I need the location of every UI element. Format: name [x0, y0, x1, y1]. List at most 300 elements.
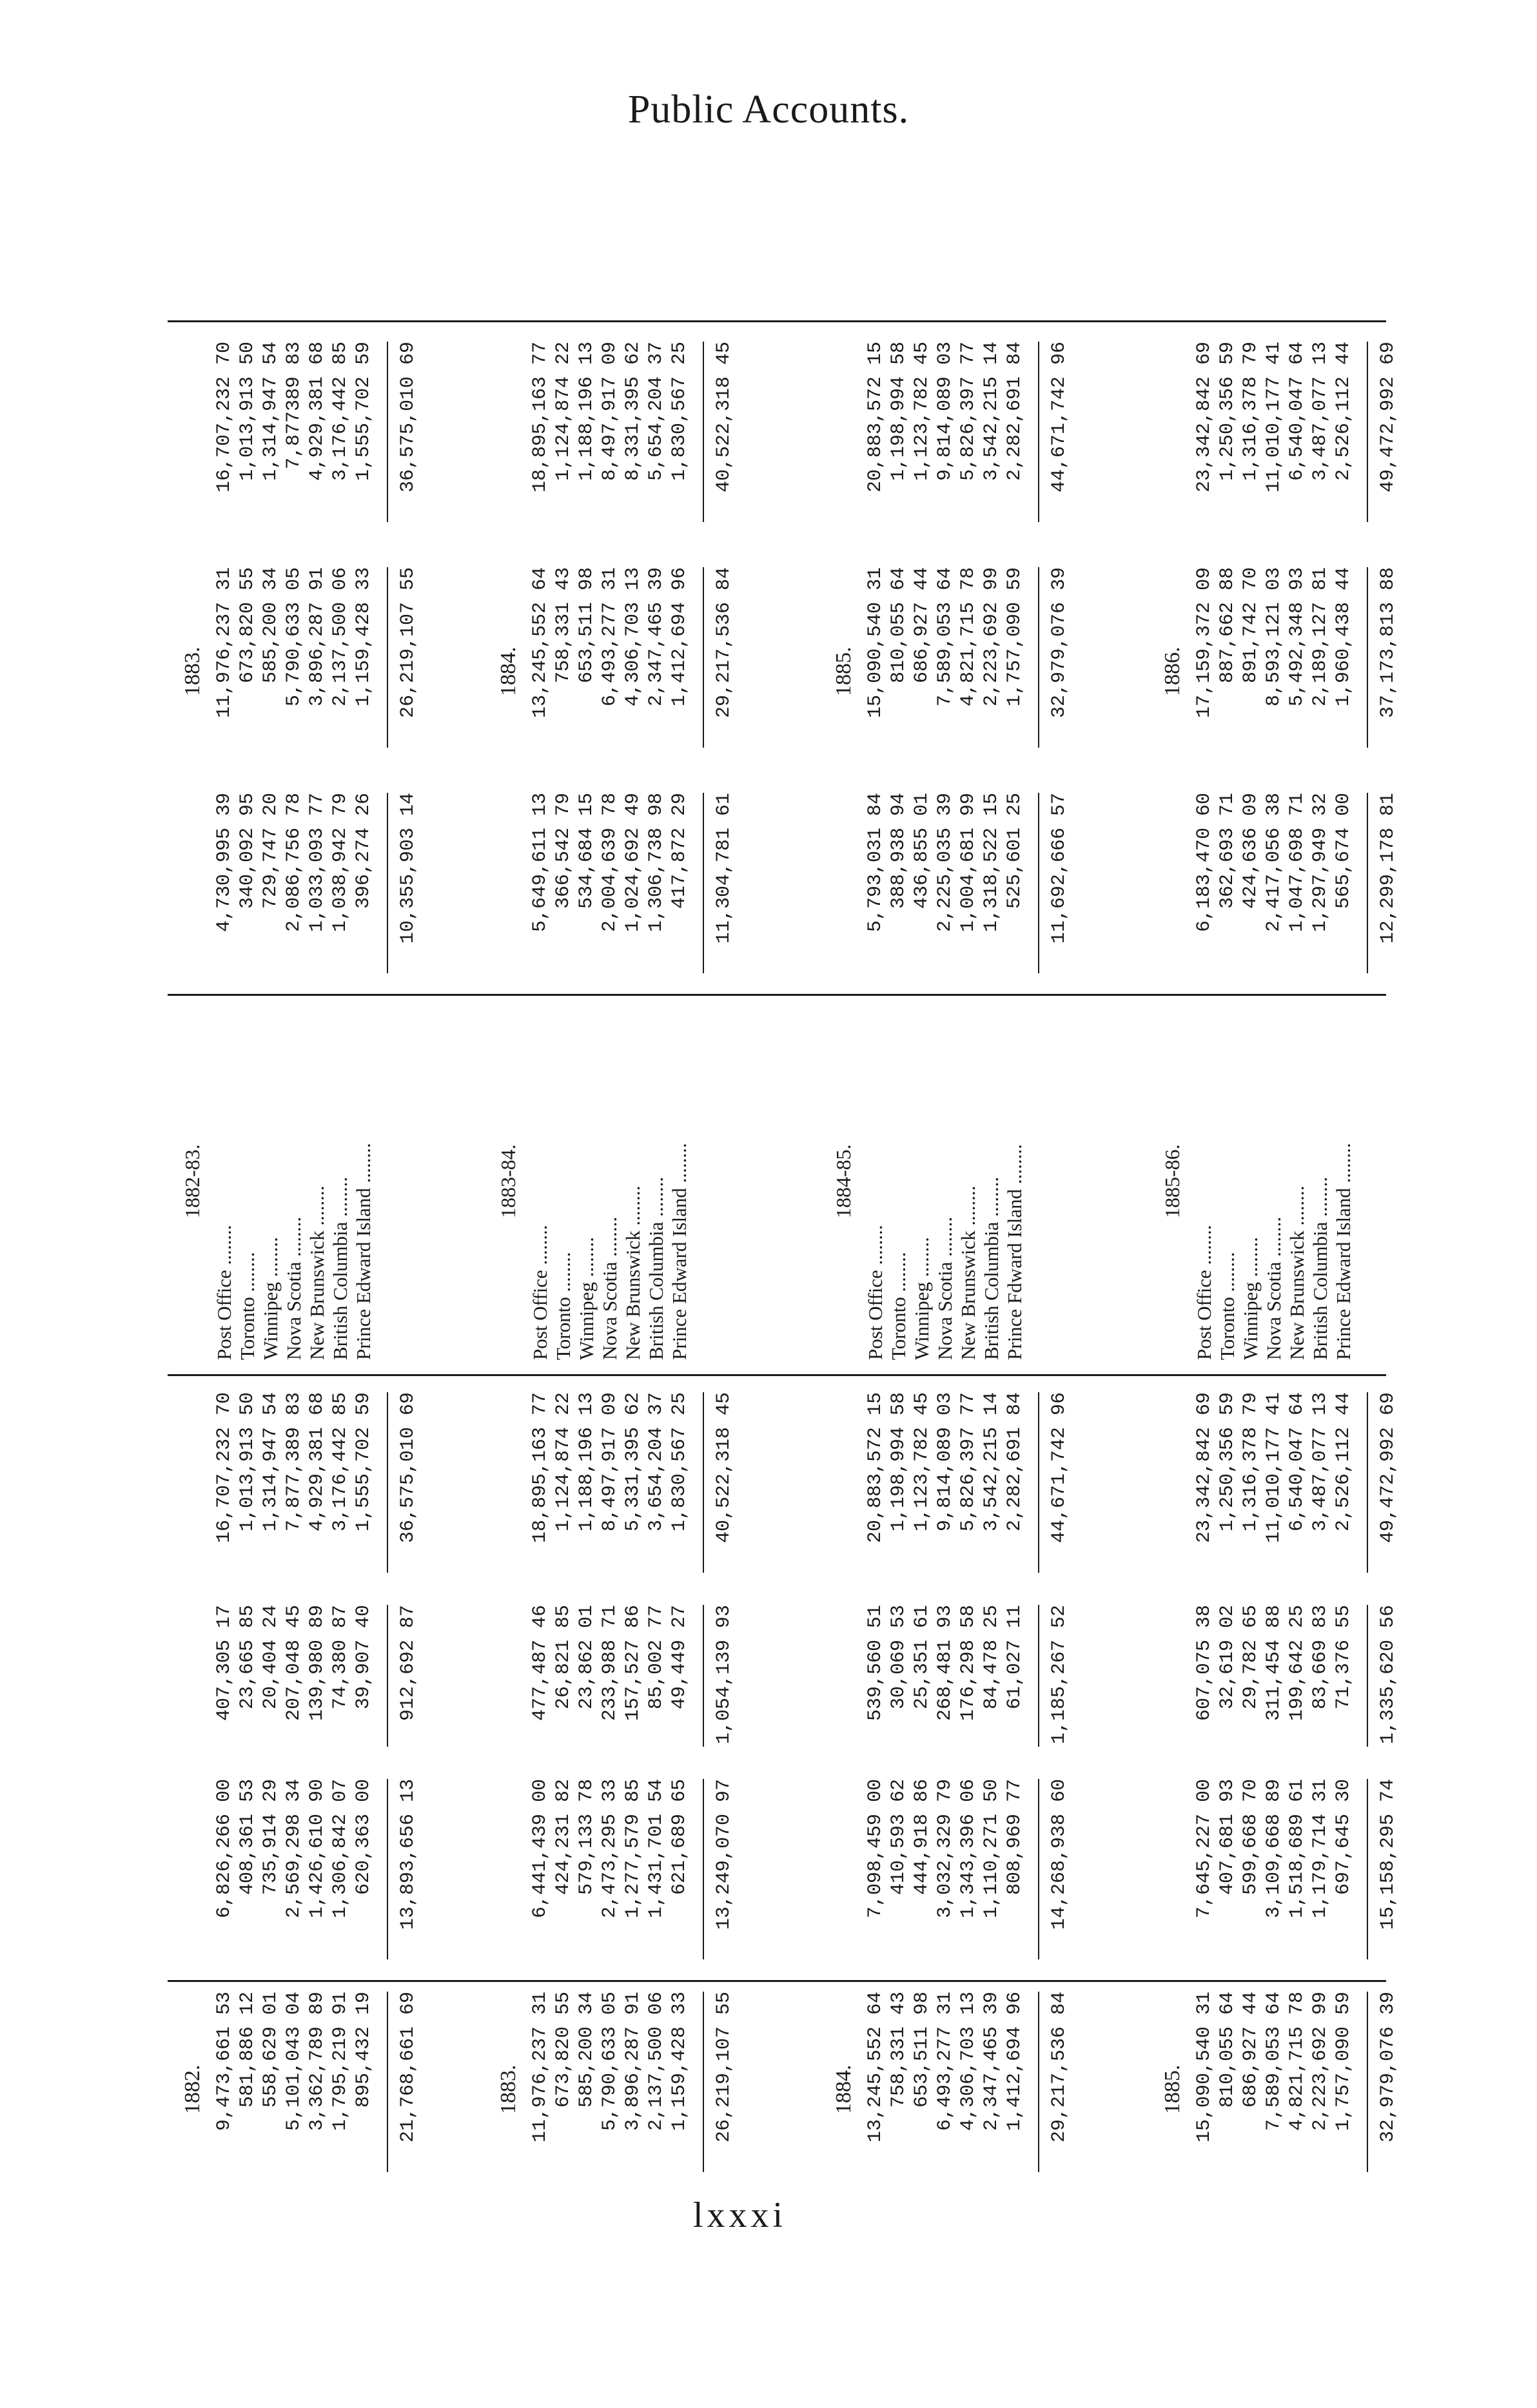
column-total: 12,299,178 81 [1377, 793, 1399, 944]
table-cell: 565,674 00 [1333, 793, 1355, 909]
table-cell: 6,493,277 31 [599, 567, 621, 707]
table-cell: 1,830,567 25 [669, 1392, 690, 1532]
total-rule [387, 1779, 388, 1959]
table-cell: 534,684 15 [576, 793, 598, 909]
table-cell: 39,907 40 [353, 1605, 375, 1710]
table-cell: 1,297,949 32 [1309, 793, 1331, 933]
table-cell: 1,343,396 06 [957, 1779, 979, 1919]
table-cell: 407,681 93 [1217, 1779, 1238, 1896]
value-column-d [1193, 1392, 1355, 1586]
table-cell: 1,757,090 59 [1004, 567, 1026, 707]
table-cell: 4,929,381 68 [306, 342, 328, 481]
table-cell: 2,086,756 78 [283, 793, 305, 933]
column-total: 32,979,076 39 [1048, 567, 1070, 719]
table-cell: 18,895,163 77 [529, 1392, 551, 1544]
table-cell: 233,988 71 [599, 1605, 621, 1722]
table-cell: 1,188,196 13 [576, 342, 598, 481]
value-column-f [864, 567, 1026, 761]
office-label: British Columbia ........ [645, 1176, 667, 1360]
office-label: British Columbia ........ [1309, 1176, 1331, 1360]
value-column-e [213, 793, 375, 986]
table-cell: 436,855 01 [911, 793, 933, 909]
table-cell: 1,033,093 77 [306, 793, 328, 933]
table-cell: 2,137,500 06 [645, 1992, 667, 2131]
table-cell: 71,376 55 [1333, 1605, 1355, 1710]
total-rule [1038, 567, 1039, 748]
total-rule [703, 567, 704, 748]
table-cell: 1,188,196 13 [576, 1392, 598, 1532]
table-cell: 653,511 98 [911, 1992, 933, 2108]
section-year-right: 1886. [1160, 646, 1184, 696]
table-cell: 3,032,329 79 [934, 1779, 956, 1919]
value-column-a [864, 1992, 1026, 2185]
table-cell: 8,497,917 09 [599, 342, 621, 481]
office-label: New Brunswick ........ [957, 1185, 979, 1360]
office-label: Toronto ........ [887, 1252, 910, 1360]
table-cell: 2,282,691 84 [1004, 342, 1026, 481]
total-rule [703, 1779, 704, 1959]
column-rule [168, 1980, 1386, 1982]
table-cell: 1,198,994 58 [888, 1392, 910, 1532]
table-cell: 1,159,428 33 [669, 1992, 690, 2131]
table-cell: 6,183,470 60 [1193, 793, 1215, 933]
total-rule [703, 342, 704, 522]
column-rule [168, 994, 1386, 996]
section-period-label: 1885-86. [1160, 1144, 1184, 1218]
table-cell: 11,976,237 31 [529, 1992, 551, 2143]
table-cell: 32,619 02 [1217, 1605, 1238, 1710]
table-cell: 3,896,287 91 [306, 567, 328, 707]
table-cell: 23,665 85 [237, 1605, 259, 1710]
table-cell: 891,742 70 [1240, 567, 1262, 684]
total-rule [1038, 342, 1039, 522]
table-cell: 5,654,204 37 [645, 342, 667, 481]
section-period-label: 1883-84. [496, 1144, 520, 1218]
column-total: 40,522,318 45 [713, 342, 735, 493]
total-rule [1038, 793, 1039, 973]
column-total: 40,522,318 45 [713, 1392, 735, 1544]
table-cell: 1,250,356 59 [1217, 1392, 1238, 1532]
table-cell: 424,231 82 [553, 1779, 574, 1896]
table-cell: 13,245,552 64 [865, 1992, 886, 2143]
table-cell: 1,123,782 45 [911, 342, 933, 481]
office-label: Toronto ........ [1216, 1252, 1238, 1360]
value-column-a [1193, 1992, 1355, 2185]
total-rule [1038, 1605, 1039, 1747]
table-cell: 2,282,691 84 [1004, 1392, 1026, 1532]
office-label: Nova Scotia ........ [598, 1216, 621, 1360]
office-label: Post Office ........ [864, 1225, 886, 1360]
table-cell: 396,274 26 [353, 793, 375, 909]
column-total: 37,173,813 88 [1377, 567, 1399, 719]
table-cell: 1,159,428 33 [353, 567, 375, 707]
table-cell: 20,404 24 [260, 1605, 282, 1710]
table-cell: 1,306,842 07 [329, 1779, 351, 1919]
table-cell: 6,540,047 64 [1286, 1392, 1308, 1532]
office-label: Toronto ........ [552, 1252, 574, 1360]
total-rule [1038, 1392, 1039, 1573]
table-cell: 1,795,219 91 [329, 1992, 351, 2131]
table-cell: 2,189,127 81 [1309, 567, 1331, 707]
table-cell: 3,896,287 91 [622, 1992, 644, 2131]
value-column-c [213, 1605, 375, 1760]
table-cell: 686,927 44 [1240, 1992, 1262, 2108]
table-cell: 2,347,465 39 [981, 1992, 1003, 2131]
table-cell: 417,872 29 [669, 793, 690, 909]
table-cell: 83,669 83 [1309, 1605, 1331, 1710]
table-cell: 1,555,702 59 [353, 1392, 375, 1532]
table-cell: 3,109,668 89 [1263, 1779, 1285, 1919]
total-rule [1367, 342, 1368, 522]
table-cell: 558,629 01 [260, 1992, 282, 2108]
table-cell: 1,024,692 49 [622, 793, 644, 933]
office-label-column [1193, 999, 1355, 1360]
table-cell: 23,342,842 69 [1193, 1392, 1215, 1544]
page-folio: lxxxi [693, 2195, 787, 2235]
table-cell: 3,487,077 13 [1309, 342, 1331, 481]
table-cell: 810,055 64 [1217, 1992, 1238, 2108]
office-label: New Brunswick ........ [1286, 1185, 1308, 1360]
office-label: Winnipeg ........ [259, 1237, 282, 1360]
section-year-left: 1885. [1160, 2064, 1184, 2114]
total-rule [387, 567, 388, 748]
table-cell: 8,331,395 62 [622, 342, 644, 481]
table-cell: 1,306,738 98 [645, 793, 667, 933]
table-cell: 735,914 29 [260, 1779, 282, 1896]
table-cell: 157,527 86 [622, 1605, 644, 1722]
table-cell: 139,980 89 [306, 1605, 328, 1722]
table-cell: 1,316,378 79 [1240, 342, 1262, 481]
table-cell: 673,820 55 [237, 567, 259, 684]
total-rule [703, 1392, 704, 1573]
table-cell: 653,511 98 [576, 567, 598, 684]
section-year-right: 1885. [832, 646, 856, 696]
table-cell: 2,223,692 99 [1309, 1992, 1331, 2131]
office-label: Winnipeg ........ [1239, 1237, 1262, 1360]
table-cell: 5,492,348 93 [1286, 567, 1308, 707]
total-rule [1038, 1779, 1039, 1959]
value-column-b [213, 1779, 375, 1972]
office-label: Winnipeg ........ [910, 1237, 933, 1360]
table-cell: 3,654,204 37 [645, 1392, 667, 1532]
table-cell: 887,662 88 [1217, 567, 1238, 684]
total-rule [387, 1605, 388, 1747]
table-cell: 16,707,232 70 [213, 342, 235, 493]
table-cell: 176,298 58 [957, 1605, 979, 1722]
table-cell: 5,793,031 84 [865, 793, 886, 933]
column-total: 912,692 87 [397, 1605, 419, 1722]
table-cell: 311,454 88 [1263, 1605, 1285, 1722]
table-cell: 607,075 38 [1193, 1605, 1215, 1722]
table-cell: 1,318,522 15 [981, 793, 1003, 933]
table-cell: 2,225,035 39 [934, 793, 956, 933]
value-column-e [529, 793, 691, 986]
column-total: 11,304,781 61 [713, 793, 735, 944]
table-cell: 9,473,661 53 [213, 1992, 235, 2131]
table-cell: 6,441,439 00 [529, 1779, 551, 1919]
table-cell: 585,200 34 [260, 567, 282, 684]
value-column-b [1193, 1779, 1355, 1972]
table-cell: 13,245,552 64 [529, 567, 551, 719]
column-total: 26,219,107 55 [713, 1992, 735, 2143]
table-cell: 2,004,639 78 [599, 793, 621, 933]
table-cell: 23,342,842 69 [1193, 342, 1215, 493]
table-cell: 2,569,298 34 [283, 1779, 305, 1919]
column-total: 21,768,661 69 [397, 1992, 419, 2143]
table-cell: 5,826,397 77 [957, 342, 979, 481]
table-cell: 207,048 45 [283, 1605, 305, 1722]
table-cell: 15,090,540 31 [865, 567, 886, 719]
column-total: 13,893,656 13 [397, 1779, 419, 1930]
column-total: 14,268,938 60 [1048, 1779, 1070, 1930]
table-cell: 697,645 30 [1333, 1779, 1355, 1896]
column-total: 15,158,295 74 [1377, 1779, 1399, 1930]
table-cell: 539,560 51 [865, 1605, 886, 1722]
table-cell: 11,010,177 41 [1263, 342, 1285, 493]
column-total: 26,219,107 55 [397, 567, 419, 719]
value-column-d [529, 1392, 691, 1586]
total-rule [387, 1392, 388, 1573]
office-label: Post Office ........ [529, 1225, 551, 1360]
table-cell: 7,877389 83 [283, 342, 305, 470]
column-total: 36,575,010 69 [397, 342, 419, 493]
table-cell: 4,821,715 78 [957, 567, 979, 707]
table-cell: 1,314,947 54 [260, 1392, 282, 1532]
table-cell: 4,929,381 68 [306, 1392, 328, 1532]
office-label: Prince Edward Island ........ [1332, 1143, 1355, 1360]
table-cell: 3,487,077 13 [1309, 1392, 1331, 1532]
table-cell: 18,895,163 77 [529, 342, 551, 493]
section-period-label: 1882-83. [181, 1144, 204, 1218]
total-rule [1038, 1992, 1039, 2172]
office-label: British Columbia ........ [329, 1176, 351, 1360]
value-column-c [864, 1605, 1026, 1760]
table-cell: 6,826,266 00 [213, 1779, 235, 1919]
table-cell: 673,820 55 [553, 1992, 574, 2108]
table-cell: 3,542,215 14 [981, 1392, 1003, 1532]
column-total: 29,217,536 84 [713, 567, 735, 719]
table-cell: 16,707,232 70 [213, 1392, 235, 1544]
office-label: New Brunswick ........ [306, 1185, 328, 1360]
table-cell: 1,412,694 96 [669, 567, 690, 707]
table-cell: 1,179,714 31 [1309, 1779, 1331, 1919]
table-cell: 5,790,633 05 [599, 1992, 621, 2131]
table-cell: 26,821 85 [553, 1605, 574, 1710]
table-cell: 199,642 25 [1286, 1605, 1308, 1722]
total-rule [703, 1605, 704, 1747]
table-cell: 1,110,271 50 [981, 1779, 1003, 1919]
total-rule [387, 342, 388, 522]
value-column-a [529, 1992, 691, 2185]
table-cell: 1,412,694 96 [1004, 1992, 1026, 2131]
total-rule [703, 1992, 704, 2172]
table-cell: 444,918 86 [911, 1779, 933, 1896]
table-cell: 1,123,782 45 [911, 1392, 933, 1532]
table-cell: 15,090,540 31 [1193, 1992, 1215, 2143]
value-column-b [529, 1779, 691, 1972]
table-cell: 525,601 25 [1004, 793, 1026, 909]
table-cell: 17,159,372 09 [1193, 567, 1215, 719]
column-total: 10,355,903 14 [397, 793, 419, 944]
table-cell: 2,473,295 33 [599, 1779, 621, 1919]
table-cell: 9,814,089 03 [934, 1392, 956, 1532]
office-label: Prince Fdward Island ........ [1003, 1144, 1026, 1360]
total-rule [1367, 1392, 1368, 1573]
table-cell: 3,176,442 85 [329, 342, 351, 481]
table-cell: 1,013,913 50 [237, 342, 259, 481]
table-cell: 1,004,681 99 [957, 793, 979, 933]
table-cell: 1,314,947 54 [260, 342, 282, 481]
table-cell: 585,200 34 [576, 1992, 598, 2108]
section-year-right: 1883. [181, 646, 204, 696]
column-total: 32,979,076 39 [1377, 1992, 1399, 2143]
section-year-left: 1884. [832, 2064, 856, 2114]
page-title: Public Accounts. [627, 88, 910, 131]
table-cell: 3,542,215 14 [981, 342, 1003, 481]
value-column-d [213, 1392, 375, 1586]
value-column-e [864, 793, 1026, 986]
table-cell: 5,649,611 13 [529, 793, 551, 933]
column-total: 1,054,139 93 [713, 1605, 735, 1745]
value-column-g [1193, 342, 1355, 535]
table-cell: 2,526,112 44 [1333, 1392, 1355, 1532]
table-cell: 1,198,994 58 [888, 342, 910, 481]
table-cell: 20,883,572 15 [865, 342, 886, 493]
value-column-g [213, 342, 375, 535]
table-cell: 4,821,715 78 [1286, 1992, 1308, 2131]
table-cell: 20,883,572 15 [865, 1392, 886, 1544]
table-cell: 895,432 19 [353, 1992, 375, 2108]
table-cell: 11,976,237 31 [213, 567, 235, 719]
section-year-left: 1883. [496, 2064, 520, 2114]
table-cell: 1,431,701 54 [645, 1779, 667, 1919]
table-cell: 84,478 25 [981, 1605, 1003, 1710]
office-label: Nova Scotia ........ [282, 1216, 305, 1360]
table-cell: 5,826,397 77 [957, 1392, 979, 1532]
section-period-label: 1884-85. [832, 1144, 855, 1218]
office-label-column [213, 999, 375, 1360]
column-total: 1,335,620 56 [1377, 1605, 1399, 1745]
table-cell: 2,137,500 06 [329, 567, 351, 707]
office-label-column [529, 999, 691, 1360]
table-cell: 599,668 70 [1240, 1779, 1262, 1896]
table-cell: 74,380 87 [329, 1605, 351, 1710]
table-cell: 424,636 09 [1240, 793, 1262, 909]
column-total: 13,249,070 97 [713, 1779, 735, 1930]
table-cell: 2,417,056 38 [1263, 793, 1285, 933]
table-cell: 362,693 71 [1217, 793, 1238, 909]
value-column-f [529, 567, 691, 761]
table-cell: 23,862 01 [576, 1605, 598, 1710]
total-rule [1367, 1779, 1368, 1959]
table-cell: 7,589,053 64 [934, 567, 956, 707]
value-column-e [1193, 793, 1355, 986]
office-label: British Columbia ........ [980, 1176, 1003, 1360]
table-cell: 407,305 17 [213, 1605, 235, 1722]
value-column-g [529, 342, 691, 535]
table-cell: 621,689 65 [669, 1779, 690, 1896]
table-cell: 2,347,465 39 [645, 567, 667, 707]
total-rule [387, 793, 388, 973]
table-cell: 2,223,692 99 [981, 567, 1003, 707]
table-cell: 758,331 43 [888, 1992, 910, 2108]
table-cell: 581,886 12 [237, 1992, 259, 2108]
table-cell: 340,092 95 [237, 793, 259, 909]
column-total: 36,575,010 69 [397, 1392, 419, 1544]
table-cell: 1,124,874 22 [553, 1392, 574, 1532]
column-total: 44,671,742 96 [1048, 1392, 1070, 1544]
table-cell: 3,362,789 89 [306, 1992, 328, 2131]
column-rule [168, 1374, 1386, 1376]
table-cell: 25,351 61 [911, 1605, 933, 1710]
table-cell: 5,331,395 62 [622, 1392, 644, 1532]
table-cell: 3,176,442 85 [329, 1392, 351, 1532]
table-cell: 620,363 00 [353, 1779, 375, 1896]
column-total: 44,671,742 96 [1048, 342, 1070, 493]
table-cell: 6,540,047 64 [1286, 342, 1308, 481]
table-cell: 1,316,378 79 [1240, 1392, 1262, 1532]
section-year-right: 1884. [496, 646, 520, 696]
column-total: 49,472,992 69 [1377, 1392, 1399, 1544]
table-cell: 49,449 27 [669, 1605, 690, 1710]
table-cell: 1,830,567 25 [669, 342, 690, 481]
table-cell: 410,593 62 [888, 1779, 910, 1896]
office-label: Post Office ........ [213, 1225, 235, 1360]
table-cell: 366,542 79 [553, 793, 574, 909]
office-label: Nova Scotia ........ [934, 1216, 956, 1360]
column-total: 29,217,536 84 [1048, 1992, 1070, 2143]
office-label-column [864, 999, 1026, 1360]
table-cell: 85,002 77 [645, 1605, 667, 1710]
total-rule [1367, 1605, 1368, 1747]
section-year-left: 1882. [181, 2064, 204, 2114]
table-cell: 1,426,610 90 [306, 1779, 328, 1919]
table-cell: 7,098,459 00 [865, 1779, 886, 1919]
table-cell: 29,782 65 [1240, 1605, 1262, 1710]
table-cell: 5,101,043 04 [283, 1992, 305, 2131]
table-cell: 477,487 46 [529, 1605, 551, 1722]
table-cell: 5,790,633 05 [283, 567, 305, 707]
table-cell: 758,331 43 [553, 567, 574, 684]
office-label: Toronto ........ [236, 1252, 259, 1360]
value-column-f [1193, 567, 1355, 761]
total-rule [1367, 793, 1368, 973]
total-rule [703, 793, 704, 973]
table-cell: 11,010,177 41 [1263, 1392, 1285, 1544]
table-cell: 4,730,995 39 [213, 793, 235, 933]
table-cell: 30,069 53 [888, 1605, 910, 1710]
value-column-g [864, 342, 1026, 535]
rotated-ledger-table [168, 187, 1399, 2198]
table-cell: 8,593,121 03 [1263, 567, 1285, 707]
office-label: Post Office ........ [1193, 1225, 1215, 1360]
table-cell: 1,277,579 85 [622, 1779, 644, 1919]
table-cell: 808,969 77 [1004, 1779, 1026, 1896]
table-cell: 8,497,917 09 [599, 1392, 621, 1532]
office-label: New Brunswick ........ [622, 1185, 644, 1360]
office-label: Prince Edward Island ........ [352, 1143, 375, 1360]
table-cell: 1,038,942 79 [329, 793, 351, 933]
value-column-d [864, 1392, 1026, 1586]
office-label: Nova Scotia ........ [1262, 1216, 1285, 1360]
table-cell: 686,927 44 [911, 567, 933, 684]
total-rule [1367, 567, 1368, 748]
table-cell: 579,133 78 [576, 1779, 598, 1896]
value-column-b [864, 1779, 1026, 1972]
table-cell: 729,747 20 [260, 793, 282, 909]
table-cell: 268,481 93 [934, 1605, 956, 1722]
table-cell: 7,645,227 00 [1193, 1779, 1215, 1919]
